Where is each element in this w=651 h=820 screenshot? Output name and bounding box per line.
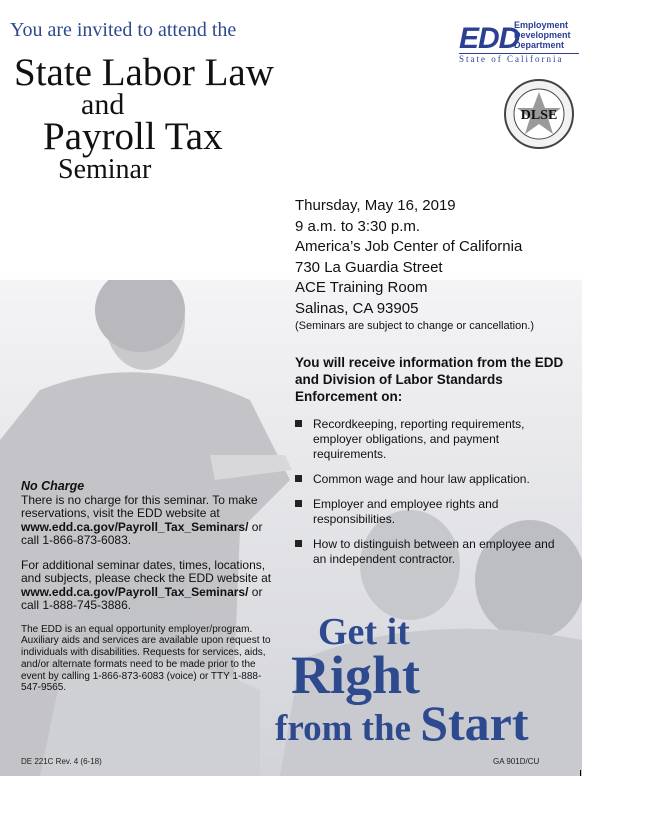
edd-word-department: Department (514, 40, 565, 50)
reservation-phone: or call 1-866-873-6083. (21, 519, 263, 547)
slogan-right: Right (291, 645, 421, 705)
edd-word-development: Development (514, 30, 571, 40)
list-item (295, 472, 555, 487)
additional-dates-link[interactable]: www.edd.ca.gov/Payroll_Tax_Seminars/ (21, 584, 249, 599)
additional-dates-phone: or call 1-888-745-3886. (21, 584, 263, 612)
list-item (295, 417, 555, 462)
topic-text: Employer and employee rights and responsibilities. (313, 497, 499, 526)
square-bullet-icon (295, 540, 302, 547)
form-code: GA 901D/CU (493, 757, 540, 766)
title-and: and (81, 88, 125, 121)
slogan-start: Start (420, 695, 529, 751)
additional-dates-paragraph (21, 559, 281, 613)
topic-list (295, 417, 555, 577)
info-heading: You will receive information from the EDD and Division of Labor Standards Enforcement on: (295, 355, 564, 404)
slogan-get-it: Get it (318, 611, 410, 653)
reservation-paragraph (21, 494, 281, 548)
slogan-from-the-start (275, 694, 529, 752)
topic-text: Recordkeeping, reporting requirements, employer obligations, and payment requirements. (313, 417, 525, 461)
crop-mark (580, 770, 581, 776)
list-item (295, 537, 555, 567)
event-change-note: (Seminars are subject to change or cancellation.) (295, 320, 535, 332)
title-seminar: Seminar (58, 154, 152, 185)
no-charge-title: No Charge (21, 479, 85, 493)
square-bullet-icon (295, 500, 302, 507)
reservation-text: There is no charge for this seminar. To make reservations, visit the EDD website at (21, 492, 258, 520)
topic-text: Common wage and hour law application. (313, 472, 530, 486)
equal-opportunity-notice: The EDD is an equal opportunity employer/program. Auxiliary aids and services are available upon request to individuals with disabilities. Requests for services, aids, and/or alternate formats need to be made prior to the event by calling 1-866-873-6083 (voice) or TTY 1-888-547-9565. (21, 623, 271, 694)
reservation-link[interactable]: www.edd.ca.gov/Payroll_Tax_Seminars/ (21, 519, 249, 534)
title-state-labor-law: State Labor Law (14, 51, 274, 94)
event-date: Thursday, May 16, 2019 (295, 197, 456, 214)
edd-state-label: State of California (459, 53, 579, 64)
form-id: DE 221C Rev. 4 (6-18) (21, 757, 102, 766)
dlse-seal-icon (503, 78, 575, 150)
additional-dates-text: For additional seminar dates, times, locations, and subjects, please check the EDD website at (21, 557, 272, 585)
event-time: 9 a.m. to 3:30 p.m. (295, 217, 421, 235)
event-city: Salinas, CA 93905 (295, 299, 419, 317)
edd-logo-words (514, 20, 571, 50)
list-item (295, 497, 555, 527)
registration-info (21, 480, 281, 705)
slogan-from-the: from the (275, 708, 421, 749)
edd-logo-mark: EDD (459, 22, 520, 55)
invite-line: You are invited to attend the (10, 19, 237, 41)
square-bullet-icon (295, 420, 302, 427)
event-street: 730 La Guardia Street (295, 258, 443, 276)
square-bullet-icon (295, 475, 302, 482)
event-room: ACE Training Room (295, 279, 428, 296)
event-venue: America’s Job Center of California (295, 238, 523, 255)
edd-word-employment: Employment (514, 20, 569, 30)
title-payroll-tax: Payroll Tax (43, 115, 223, 158)
edd-logo (459, 18, 581, 64)
topic-text: How to distinguish between an employee and an independent contractor. (313, 537, 555, 566)
event-details (295, 196, 534, 333)
dlse-seal-text: DLSE (520, 108, 558, 123)
